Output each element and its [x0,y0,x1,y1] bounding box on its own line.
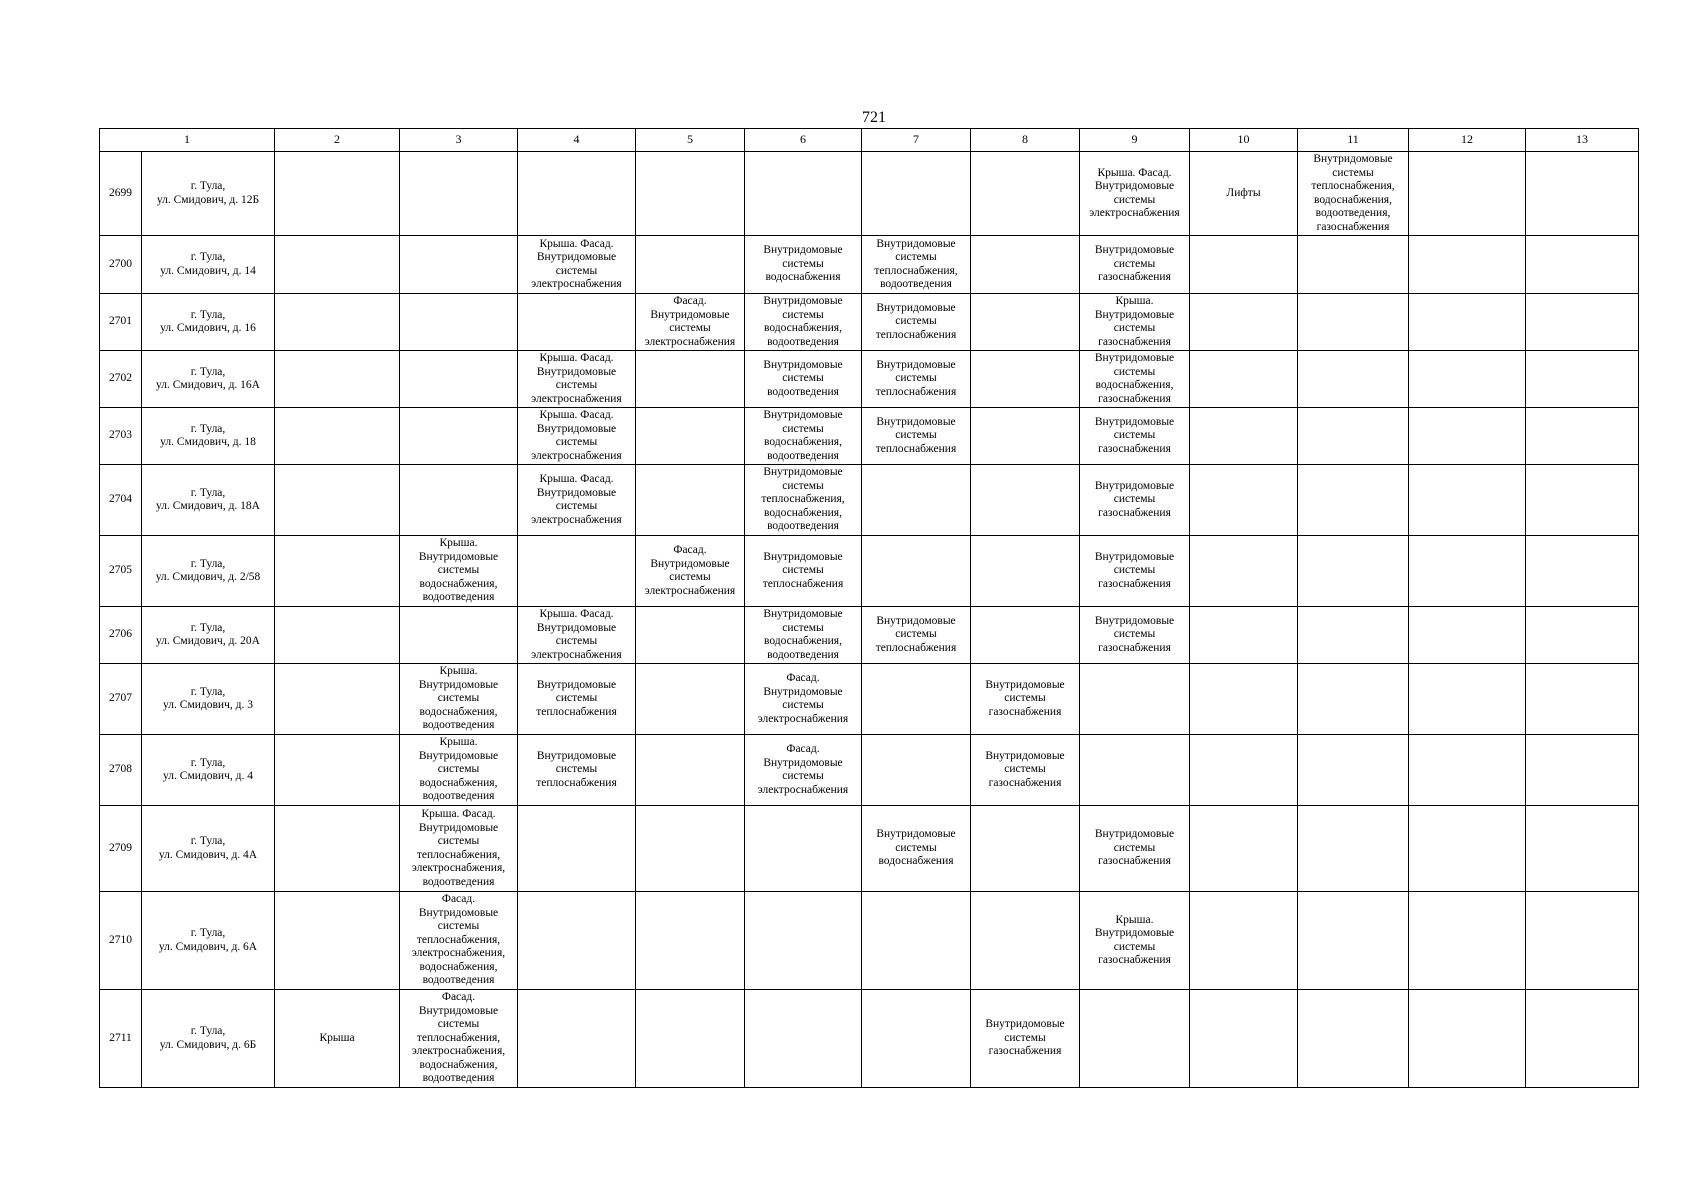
row-number: 2710 [100,892,142,990]
work-cell-col-12 [1409,152,1526,236]
work-cell-col-6 [745,990,862,1088]
work-cell-col-9 [1080,990,1190,1088]
work-cell-col-13 [1526,892,1639,990]
table-row [100,294,1639,351]
work-cell-col-11 [1298,735,1409,806]
work-cell-col-4 [518,806,636,892]
work-cell-col-4: Крыша. Фасад. Внутридомовые системы электроснабжения [518,351,636,408]
column-header-9: 9 [1080,129,1190,152]
work-cell-col-3 [400,152,518,236]
work-cell-col-8 [971,892,1080,990]
work-cell-col-5 [636,806,745,892]
work-cell-col-8 [971,806,1080,892]
work-cell-col-4: Крыша. Фасад. Внутридомовые системы электроснабжения [518,236,636,294]
row-number: 2706 [100,607,142,664]
work-cell-col-6: Внутридомовые системы водоснабжения, водоотведения [745,408,862,465]
row-number: 2701 [100,294,142,351]
work-cell-col-13 [1526,294,1639,351]
table-row [100,990,1639,1088]
work-cell-col-4 [518,536,636,607]
work-cell-col-4: Крыша. Фасад. Внутридомовые системы электроснабжения [518,465,636,536]
work-cell-col-6: Фасад. Внутридомовые системы электроснабжения [745,664,862,735]
work-cell-col-2 [275,607,400,664]
row-number: 2711 [100,990,142,1088]
address-cell: г. Тула, ул. Смидович, д. 2/58 [142,536,275,607]
table-row [100,536,1639,607]
work-cell-col-4 [518,892,636,990]
work-cell-col-12 [1409,465,1526,536]
work-cell-col-7 [862,990,971,1088]
work-cell-col-5: Фасад. Внутридомовые системы электроснабжения [636,536,745,607]
work-cell-col-10 [1190,806,1298,892]
work-cell-col-2 [275,892,400,990]
table-body [100,129,1639,1088]
work-cell-col-3: Фасад. Внутридомовые системы теплоснабжения, электроснабжения, водоснабжения, водоотведения [400,892,518,990]
work-cell-col-9 [1080,735,1190,806]
table-row [100,465,1639,536]
repair-schedule-table [99,128,1639,1088]
work-cell-col-13 [1526,607,1639,664]
row-number: 2704 [100,465,142,536]
work-cell-col-11 [1298,465,1409,536]
column-header-7: 7 [862,129,971,152]
work-cell-col-10 [1190,892,1298,990]
address-cell: г. Тула, ул. Смидович, д. 16А [142,351,275,408]
work-cell-col-4: Внутридомовые системы теплоснабжения [518,664,636,735]
work-cell-col-7: Внутридомовые системы теплоснабжения [862,408,971,465]
work-cell-col-3 [400,465,518,536]
work-cell-col-7 [862,735,971,806]
work-cell-col-7: Внутридомовые системы теплоснабжения [862,351,971,408]
work-cell-col-6 [745,892,862,990]
work-cell-col-2 [275,408,400,465]
work-cell-col-4 [518,294,636,351]
work-cell-col-11 [1298,607,1409,664]
work-cell-col-10 [1190,351,1298,408]
work-cell-col-12 [1409,735,1526,806]
work-cell-col-8 [971,536,1080,607]
table-row [100,892,1639,990]
work-cell-col-7 [862,536,971,607]
column-header-5: 5 [636,129,745,152]
work-cell-col-5: Фасад. Внутридомовые системы электроснабжения [636,294,745,351]
work-cell-col-10 [1190,408,1298,465]
work-cell-col-13 [1526,408,1639,465]
work-cell-col-5 [636,990,745,1088]
work-cell-col-10 [1190,607,1298,664]
work-cell-col-12 [1409,607,1526,664]
address-cell: г. Тула, ул. Смидович, д. 18 [142,408,275,465]
work-cell-col-11 [1298,664,1409,735]
work-cell-col-7: Внутридомовые системы водоснабжения [862,806,971,892]
work-cell-col-9: Внутридомовые системы газоснабжения [1080,236,1190,294]
address-cell: г. Тула, ул. Смидович, д. 20А [142,607,275,664]
work-cell-col-6: Внутридомовые системы водоснабжения, водоотведения [745,294,862,351]
work-cell-col-9: Внутридомовые системы газоснабжения [1080,806,1190,892]
table-row [100,806,1639,892]
column-header-13: 13 [1526,129,1639,152]
table-row [100,152,1639,236]
work-cell-col-11 [1298,892,1409,990]
work-cell-col-5 [636,408,745,465]
work-cell-col-3 [400,607,518,664]
work-cell-col-13 [1526,664,1639,735]
work-cell-col-12 [1409,664,1526,735]
work-cell-col-12 [1409,990,1526,1088]
work-cell-col-10 [1190,294,1298,351]
row-number: 2703 [100,408,142,465]
row-number: 2699 [100,152,142,236]
column-header-8: 8 [971,129,1080,152]
work-cell-col-4: Крыша. Фасад. Внутридомовые системы электроснабжения [518,408,636,465]
work-cell-col-10 [1190,536,1298,607]
work-cell-col-7 [862,465,971,536]
work-cell-col-3 [400,408,518,465]
work-cell-col-5 [636,152,745,236]
row-number: 2708 [100,735,142,806]
work-cell-col-3: Фасад. Внутридомовые системы теплоснабжения, электроснабжения, водоснабжения, водоотведения [400,990,518,1088]
column-header-row [100,129,1639,152]
work-cell-col-2 [275,236,400,294]
work-cell-col-9: Внутридомовые системы газоснабжения [1080,536,1190,607]
work-cell-col-7: Внутридомовые системы теплоснабжения [862,294,971,351]
work-cell-col-10 [1190,990,1298,1088]
work-cell-col-7 [862,892,971,990]
work-cell-col-5 [636,664,745,735]
work-cell-col-11 [1298,236,1409,294]
column-header-6: 6 [745,129,862,152]
address-cell: г. Тула, ул. Смидович, д. 16 [142,294,275,351]
work-cell-col-9: Внутридомовые системы газоснабжения [1080,408,1190,465]
work-cell-col-13 [1526,152,1639,236]
work-cell-col-6: Внутридомовые системы водоснабжения [745,236,862,294]
work-cell-col-7: Внутридомовые системы теплоснабжения [862,607,971,664]
work-cell-col-9: Внутридомовые системы газоснабжения [1080,465,1190,536]
work-cell-col-12 [1409,806,1526,892]
work-cell-col-8 [971,607,1080,664]
work-cell-col-5 [636,892,745,990]
work-cell-col-13 [1526,735,1639,806]
work-cell-col-11 [1298,990,1409,1088]
work-cell-col-9: Внутридомовые системы газоснабжения [1080,607,1190,664]
row-number: 2707 [100,664,142,735]
work-cell-col-12 [1409,536,1526,607]
address-cell: г. Тула, ул. Смидович, д. 3 [142,664,275,735]
work-cell-col-12 [1409,408,1526,465]
address-cell: г. Тула, ул. Смидович, д. 14 [142,236,275,294]
work-cell-col-2 [275,664,400,735]
work-cell-col-8 [971,294,1080,351]
address-cell: г. Тула, ул. Смидович, д. 12Б [142,152,275,236]
address-cell: г. Тула, ул. Смидович, д. 4А [142,806,275,892]
work-cell-col-4 [518,152,636,236]
work-cell-col-6: Фасад. Внутридомовые системы электроснабжения [745,735,862,806]
work-cell-col-6 [745,152,862,236]
page-number: 721 [862,109,886,126]
work-cell-col-4: Крыша. Фасад. Внутридомовые системы электроснабжения [518,607,636,664]
work-cell-col-11 [1298,806,1409,892]
work-cell-col-13 [1526,536,1639,607]
column-header-10: 10 [1190,129,1298,152]
work-cell-col-11 [1298,351,1409,408]
work-cell-col-5 [636,607,745,664]
work-cell-col-7: Внутридомовые системы теплоснабжения, водоотведения [862,236,971,294]
work-cell-col-6: Внутридомовые системы водоотведения [745,351,862,408]
work-cell-col-3: Крыша. Внутридомовые системы водоснабжения, водоотведения [400,735,518,806]
column-header-11: 11 [1298,129,1409,152]
column-header-12: 12 [1409,129,1526,152]
work-cell-col-4: Внутридомовые системы теплоснабжения [518,735,636,806]
work-cell-col-3: Крыша. Внутридомовые системы водоснабжения, водоотведения [400,536,518,607]
row-number: 2705 [100,536,142,607]
work-cell-col-8 [971,351,1080,408]
table-row [100,236,1639,294]
work-cell-col-13 [1526,236,1639,294]
work-cell-col-12 [1409,892,1526,990]
address-cell: г. Тула, ул. Смидович, д. 4 [142,735,275,806]
work-cell-col-8 [971,236,1080,294]
work-cell-col-9 [1080,664,1190,735]
work-cell-col-2 [275,152,400,236]
table-row [100,735,1639,806]
work-cell-col-10 [1190,465,1298,536]
work-cell-col-13 [1526,990,1639,1088]
work-cell-col-10: Лифты [1190,152,1298,236]
work-cell-col-8: Внутридомовые системы газоснабжения [971,664,1080,735]
column-header-4: 4 [518,129,636,152]
work-cell-col-11 [1298,294,1409,351]
work-cell-col-2 [275,536,400,607]
work-cell-col-5 [636,465,745,536]
work-cell-col-5 [636,236,745,294]
work-cell-col-3 [400,236,518,294]
address-cell: г. Тула, ул. Смидович, д. 6Б [142,990,275,1088]
work-cell-col-7 [862,152,971,236]
work-cell-col-6: Внутридомовые системы водоснабжения, водоотведения [745,607,862,664]
work-cell-col-12 [1409,236,1526,294]
work-cell-col-2: Крыша [275,990,400,1088]
work-cell-col-9: Внутридомовые системы водоснабжения, газоснабжения [1080,351,1190,408]
work-cell-col-3 [400,294,518,351]
column-header-3: 3 [400,129,518,152]
row-number: 2702 [100,351,142,408]
work-cell-col-2 [275,351,400,408]
row-number: 2700 [100,236,142,294]
table-row [100,408,1639,465]
table-row [100,607,1639,664]
address-cell: г. Тула, ул. Смидович, д. 18А [142,465,275,536]
work-cell-col-11: Внутридомовые системы теплоснабжения, водоснабжения, водоотведения, газоснабжения [1298,152,1409,236]
work-cell-col-13 [1526,806,1639,892]
work-cell-col-9: Крыша. Внутридомовые системы газоснабжения [1080,294,1190,351]
work-cell-col-5 [636,735,745,806]
column-header-1: 1 [100,129,275,152]
work-cell-col-3: Крыша. Внутридомовые системы водоснабжения, водоотведения [400,664,518,735]
work-cell-col-7 [862,664,971,735]
table-row [100,351,1639,408]
work-cell-col-3: Крыша. Фасад. Внутридомовые системы теплоснабжения, электроснабжения, водоотведения [400,806,518,892]
column-header-2: 2 [275,129,400,152]
work-cell-col-10 [1190,236,1298,294]
work-cell-col-8 [971,152,1080,236]
work-cell-col-4 [518,990,636,1088]
work-cell-col-6 [745,806,862,892]
work-cell-col-9: Крыша. Внутридомовые системы газоснабжения [1080,892,1190,990]
row-number: 2709 [100,806,142,892]
work-cell-col-2 [275,294,400,351]
work-cell-col-6: Внутридомовые системы теплоснабжения [745,536,862,607]
work-cell-col-11 [1298,408,1409,465]
work-cell-col-13 [1526,465,1639,536]
work-cell-col-2 [275,465,400,536]
work-cell-col-8 [971,465,1080,536]
work-cell-col-6: Внутридомовые системы теплоснабжения, водоснабжения, водоотведения [745,465,862,536]
work-cell-col-12 [1409,294,1526,351]
address-cell: г. Тула, ул. Смидович, д. 6А [142,892,275,990]
work-cell-col-8: Внутридомовые системы газоснабжения [971,735,1080,806]
work-cell-col-2 [275,806,400,892]
work-cell-col-8: Внутридомовые системы газоснабжения [971,990,1080,1088]
work-cell-col-5 [636,351,745,408]
work-cell-col-9: Крыша. Фасад. Внутридомовые системы электроснабжения [1080,152,1190,236]
work-cell-col-10 [1190,664,1298,735]
work-cell-col-11 [1298,536,1409,607]
work-cell-col-8 [971,408,1080,465]
table-row [100,664,1639,735]
work-cell-col-13 [1526,351,1639,408]
work-cell-col-10 [1190,735,1298,806]
work-cell-col-3 [400,351,518,408]
work-cell-col-2 [275,735,400,806]
work-cell-col-12 [1409,351,1526,408]
